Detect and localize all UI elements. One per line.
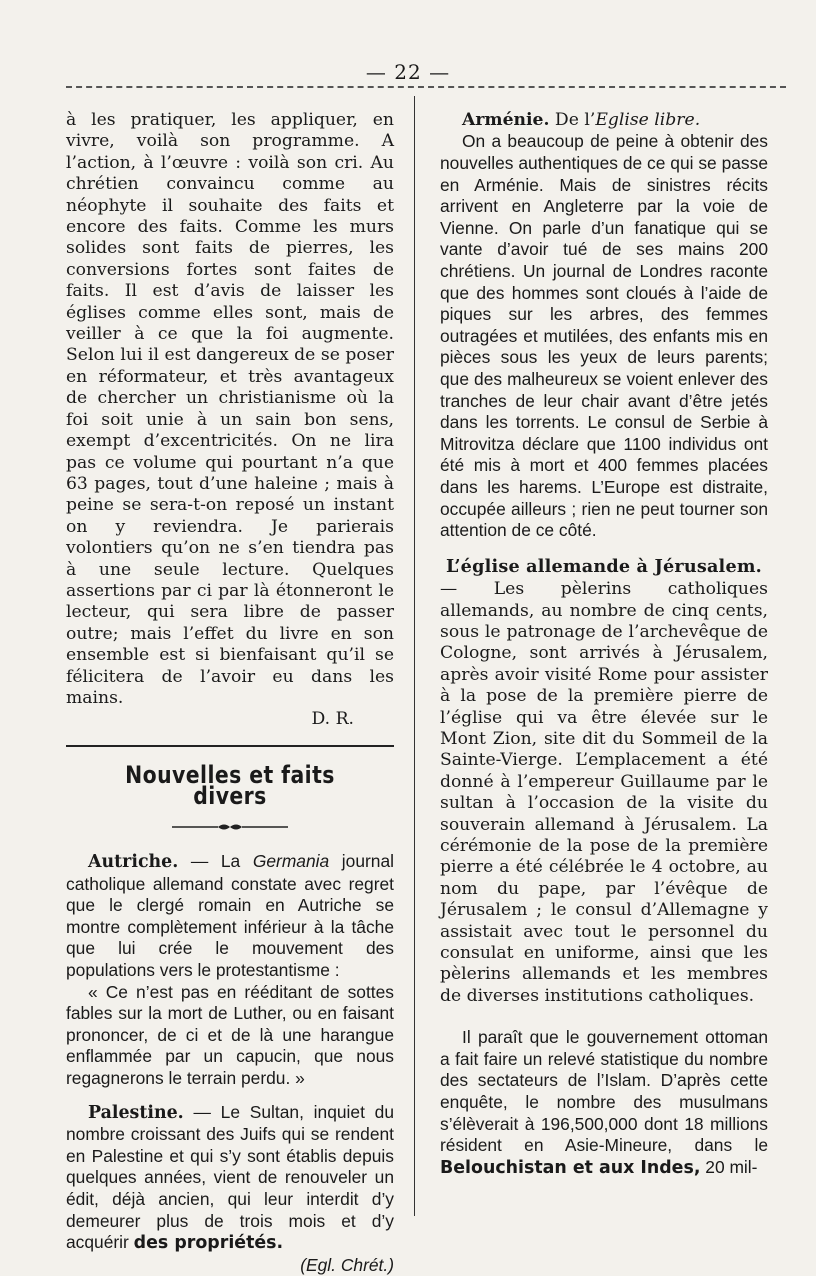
source-egl-chret: (Egl. Chrét.) — [300, 1254, 394, 1275]
news-islam — [440, 1027, 768, 1179]
label-autriche: Autriche. — [88, 852, 179, 872]
header-rule — [66, 86, 786, 88]
islam-tail: Belouchistan et aux Indes, — [440, 1157, 701, 1178]
section-title: Nouvelles et faits divers — [125, 760, 335, 811]
autriche-text: journal catholique allemand constate avec regret que le clergé romain en Autriche se montre complètement inférieur à la tâche que lui crée le mouvement des populations vers le protestantisme : — [66, 851, 394, 980]
section-rule — [66, 745, 394, 747]
left-column — [66, 110, 394, 1276]
right-column — [440, 110, 768, 1179]
label-armenie: Arménie. — [462, 110, 550, 130]
source-eglise-libre: Eglise libre. — [595, 110, 701, 130]
label-palestine: Palestine. — [88, 1102, 184, 1123]
column-divider — [414, 96, 415, 1216]
islam-end: 20 mil- — [700, 1156, 758, 1177]
news-armenie-header — [440, 110, 768, 131]
ornament-divider — [66, 818, 394, 839]
news-palestine — [66, 1101, 394, 1275]
armenie-intro: De l’ — [549, 110, 596, 130]
source-germania: Germania — [252, 851, 330, 871]
palestine-tail: des propriétés. — [133, 1233, 284, 1254]
news-autriche — [66, 851, 394, 982]
autriche-dash: — La — [178, 851, 253, 871]
review-signature: D. R. — [311, 709, 354, 730]
heading-jerusalem: L’église allemande à Jérusalem. — [446, 555, 762, 577]
news-armenie: On a beaucoup de peine à obtenir des nouvelles authentiques de ce qui se passe en Arménie. Mais de sinistres récits arrivent en Angleterre par la voie de Vienne. On parle d’un fanatique qui se vante d’avoir tué de ses mains 200 chrétiens. Un journal de Londres raconte que des hommes sont cloués à l’aide de piques sur les arbres, des femmes outragées et mutilées, des enfants mis en pièces sous les yeux de leurs parents; que des malheureux se voient enlever des tranches de leur chair avant d’être jetés dans les torrents. Le consul de Serbie à Mitrovitza déclare que 1100 individus ont été mis à mort et 400 femmes placées dans les harems. L’Europe est distraite, occupée ailleurs ; rien ne peut tourner son attention de ce côté. — [440, 131, 768, 541]
palestine-text: — Le Sultan, inquiet du nombre croissant des Juifs qui se rendent en Palestine et qui s’y sont établis depuis quelques années, vient de renouveler un édit, déjà ancien, qui leur interdit d’y demeurer plus de trois mois et d’y acquérir — [66, 1101, 394, 1253]
book-review-continuation: à les pratiquer, les appliquer, en vivre, voilà son programme. A l’action, à l’œuvre : voilà son cri. Au chrétien convaincu comme au néophyte il souhaite des faits et encore des faits. Comme les murs solides sont faits de pierres, les conversions fortes sont faites de faits. Il est d’avis de laisser les églises comme elles sont, mais de veiller à ce que la foi augmente. Selon lui il est dangereux de se poser en réformateur, et très avantageux de chercher un christianisme où la foi soit unie à un sain bon sens, exempt d’excentricités. On ne lira pas ce volume qui pourtant n’a que 63 pages, tout d’une haleine ; mais à peine se sera-t-on reposé un instant on y reviendra. Je parierais volontiers qu’on ne s’en tiendra pas à une seule lecture. Quelques assertions par ci par là étonneront le lecteur, qui sera libre de passer outre; mais l’effet du livre en son ensemble est si bienfaisant qu’il se félicitera de l’avoir eu dans les mains. — [66, 110, 394, 708]
news-jerusalem: — Les pèlerins catholiques allemands, au nombre de cinq cents, sous le patronage de l’archevêque de Cologne, sont arrivés à Jérusalem, après avoir visité Rome pour assister à la pose de la première pierre de l’église qui va être élevée sur le Mont Zion, site dit du Sommeil de la Sainte-Vierge. L’emplacement a été donné à l’empereur Guillaume par le sultan à l’occasion de la visite du souverain allemand à Jérusalem. La cérémonie de la pose de la première pierre a été célébrée le 4 octobre, au nom du pape, par l’évêque de Jérusalem ; le consul d’Allemagne y assistait avec tout le personnel du consulat en uniforme, ainsi que les pèlerins allemands et les membres de diverses institutions catholiques. — [440, 579, 768, 1006]
quote-luther: « Ce n’est pas en rééditant de sottes fables sur la mort de Luther, ou en faisant prononcer, de ci et de là une harangue enflammée par un capucin, que nous regagnerons le terrain perdu. » — [66, 981, 394, 1088]
page-number: — 22 — — [365, 60, 451, 84]
islam-text: Il paraît que le gouvernement ottoman a fait faire un relevé statistique du nombre des sectateurs de l’Islam. D’après cette enquête, le nombre des musulmans s’élèverait à 196,500,000 dont 18 millions résident en Asie-Mineure, dans le — [440, 1027, 768, 1156]
